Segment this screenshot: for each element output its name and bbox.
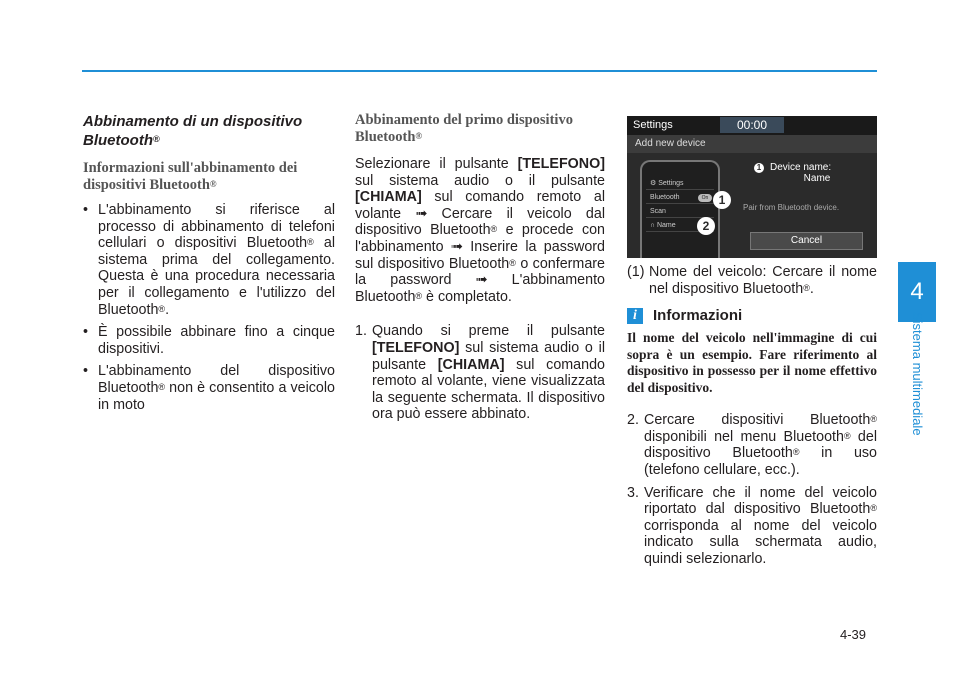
subsection-heading: Informazioni sull'abbinamento dei dispositivi Bluetooth®	[83, 160, 298, 193]
steps-list	[355, 323, 605, 423]
section-heading: Abbinamento di un dispositivo Bluetooth®	[83, 113, 303, 149]
bluetooth-toggle: On	[698, 194, 712, 202]
info-text: Il nome del veicolo nell'immagine di cui sopra è un esempio. Fare riferimento al dispositivo in possesso per il nome effettivo del dispositivo.	[627, 330, 877, 395]
gear-icon: ⚙	[650, 180, 657, 187]
phone-bluetooth-row: Bluetooth On	[646, 192, 714, 204]
callout-2: 2	[697, 217, 715, 235]
callout-notes	[627, 264, 877, 297]
bullet-item: • L'abbinamento si riferisce al processo di abbinamento di telefoni cellulari o dispositivi Bluetooth® al sistema prima del collegamento. Questa è una procedura necessaria per il collegamento e l'utilizzo del Bluetooth®.	[83, 202, 335, 318]
chapter-label: Sistema multimediale	[910, 312, 925, 436]
headset-icon: ∩	[650, 222, 656, 229]
clock: 00:00	[720, 117, 784, 133]
chapter-tab: 4	[898, 262, 936, 322]
bullet-item: • È possibile abbinare fino a cinque dispositivi.	[83, 324, 335, 357]
screen-header: Settings 00:00	[627, 116, 877, 135]
info-header	[627, 307, 877, 324]
callout-1-small: 1	[754, 163, 764, 173]
info-bullets	[83, 202, 335, 413]
steps-list-continued	[627, 412, 877, 567]
note-item: (1) Nome del veicolo: Cercare il nome nel dispositivo Bluetooth®.	[627, 264, 877, 297]
bullet-item: • L'abbinamento del dispositivo Bluetooth® non è consentito a veicolo in moto	[83, 363, 335, 413]
step-item: 3. Verificare che il nome del veicolo riportato dal dispositivo Bluetooth® corrisponda al nome del veicolo indicato sulla schermata audio, quindi selezionarlo.	[627, 484, 877, 567]
phone-illustration	[640, 160, 720, 258]
column-left	[83, 112, 335, 419]
screen-subtitle: Add new device	[627, 135, 877, 153]
device-name-label: Device name:	[770, 162, 832, 173]
step-item: 1. Quando si preme il pulsante [TELEFONO] sul sistema audio o il pulsante [CHIAMA] sul comando remoto al volante, viene visualizzata la seguente schermata. Il dispositivo ora può essere abbinato.	[355, 323, 605, 423]
pair-instruction: Pair from Bluetooth device.	[743, 203, 840, 212]
cancel-button[interactable]: Cancel	[750, 232, 863, 250]
intro-paragraph: Selezionare il pulsante [TELEFONO] sul sistema audio o il pulsante [CHIAMA] sul comando remoto al volante ➟ Cercare il veicolo dal dispositivo Bluetooth® e procede con l'abbinamento ➟ Inserire la password sul dispositivo Bluetooth® o confermare la password ➟ L'abbinamento Bluetooth® è completato.	[355, 156, 605, 305]
phone-settings-row: ⚙ Settings	[646, 178, 714, 190]
phone-name-row: ∩ Name	[646, 220, 714, 232]
callout-1: 1	[713, 191, 731, 209]
device-name-value: Name	[803, 173, 831, 184]
header-rule	[82, 70, 877, 72]
screenshot-add-device	[627, 116, 877, 258]
phone-scan-row: Scan	[646, 206, 714, 218]
column-middle	[355, 112, 605, 429]
column-right	[627, 116, 877, 574]
page-number: 4-39	[840, 627, 867, 642]
info-title: Informazioni	[653, 307, 743, 325]
section-heading: Abbinamento del primo dispositivo Bluetooth®	[355, 112, 573, 145]
step-item: 2. Cercare dispositivi Bluetooth® disponibili nel menu Bluetooth® del dispositivo Bluetooth® in uso (telefono cellulare, ecc.).	[627, 412, 878, 478]
info-icon: i	[627, 308, 643, 324]
